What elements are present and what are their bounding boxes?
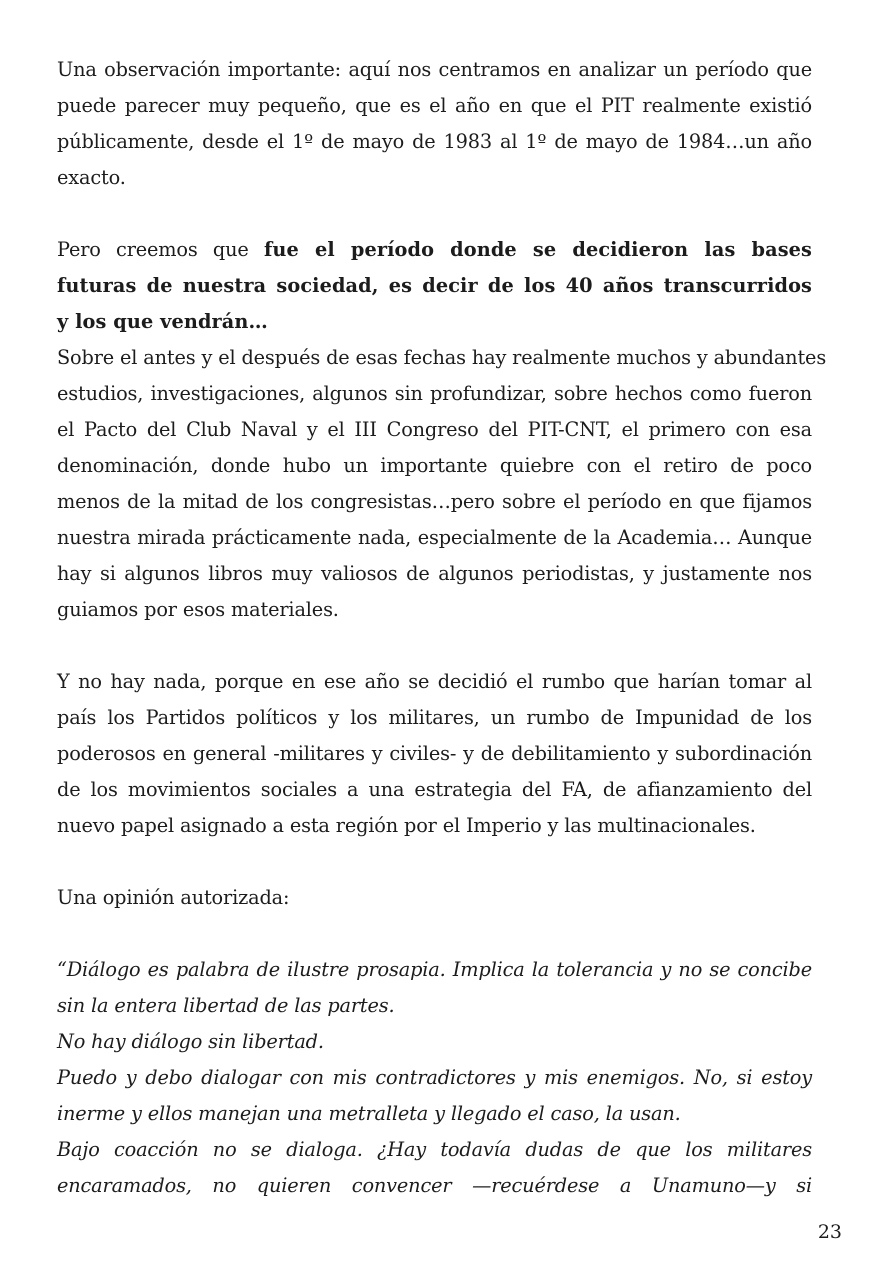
text-line: Una observación importante: aquí nos centramos en analizar un período que: [57, 58, 812, 81]
text-line: [57, 232, 812, 268]
text-line: Una opinión autorizada:: [57, 886, 290, 909]
text-line: guiamos por esos materiales.: [57, 598, 339, 621]
document-page: [57, 52, 827, 1204]
paragraph-observation: [57, 52, 812, 196]
text-line: nuevo papel asignado a esta región por el Imperio y las multinacionales.: [57, 814, 756, 837]
text-line: Y no hay nada, porque en ese año se decidió el rumbo que harían tomar al: [57, 670, 812, 693]
text-line: nuestra mirada prácticamente nada, especialmente de la Academia… Aunque: [57, 526, 812, 549]
quote-line: encaramados, no quieren convencer —recuérdese a Unamuno—y si: [57, 1174, 812, 1197]
quote-line: “Diálogo es palabra de ilustre prosapia. Implica la tolerancia y no se concibe: [57, 958, 812, 981]
text-line: hay si algunos libros muy valiosos de algunos periodistas, y justamente nos: [57, 562, 812, 585]
text-line: menos de la mitad de los congresistas…pero sobre el período en que fijamos: [57, 490, 812, 513]
quote-line: No hay diálogo sin libertad.: [57, 1030, 324, 1053]
text-line: puede parecer muy pequeño, que es el año en que el PIT realmente existió: [57, 94, 812, 117]
paragraph-studies: [57, 340, 827, 628]
text-line: de los movimientos sociales a una estrategia del FA, de afianzamiento del: [57, 778, 812, 801]
text-line: públicamente, desde el 1º de mayo de 1983 al 1º de mayo de 1984…un año: [57, 130, 812, 153]
paragraph-gap: [57, 844, 812, 880]
text-line: país los Partidos políticos y los militares, un rumbo de Impunidad de los: [57, 706, 812, 729]
paragraph-emphasis: [57, 232, 812, 340]
quote-line: Puedo y debo dialogar con mis contradictores y mis enemigos. No, si estoy: [57, 1066, 812, 1089]
quote-line: inerme y ellos manejan una metralleta y llegado el caso, la usan.: [57, 1102, 681, 1125]
text-line: Sobre el antes y el después de esas fechas hay realmente muchos y abundantes: [57, 346, 827, 369]
paragraph-direction: [57, 664, 812, 844]
text-line: denominación, donde hubo un importante quiebre con el retiro de poco: [57, 454, 812, 477]
paragraph-gap: [57, 628, 812, 664]
quote-line: Bajo coacción no se dialoga. ¿Hay todavía dudas de que los militares: [57, 1138, 812, 1161]
bold-text-line: y los que vendrán…: [57, 310, 268, 333]
text-line: exacto.: [57, 166, 126, 189]
lead-text: Pero creemos que: [57, 238, 264, 261]
paragraph-gap: [57, 916, 812, 952]
text-line: poderosos en general -militares y civiles- y de debilitamiento y subordinación: [57, 742, 812, 765]
paragraph-gap: [57, 196, 812, 232]
quote-line: sin la entera libertad de las partes.: [57, 994, 395, 1017]
bold-text: fue el período donde se decidieron las bases: [263, 238, 812, 261]
paragraph-opinion-intro: [57, 880, 812, 916]
text-line: estudios, investigaciones, algunos sin profundizar, sobre hechos como fueron: [57, 382, 812, 405]
quote-block: [57, 952, 812, 1204]
text-line: el Pacto del Club Naval y el III Congreso del PIT-CNT, el primero con esa: [57, 418, 812, 441]
page-number: 23: [817, 1221, 842, 1243]
bold-text-line: futuras de nuestra sociedad, es decir de los 40 años transcurridos: [57, 274, 812, 297]
